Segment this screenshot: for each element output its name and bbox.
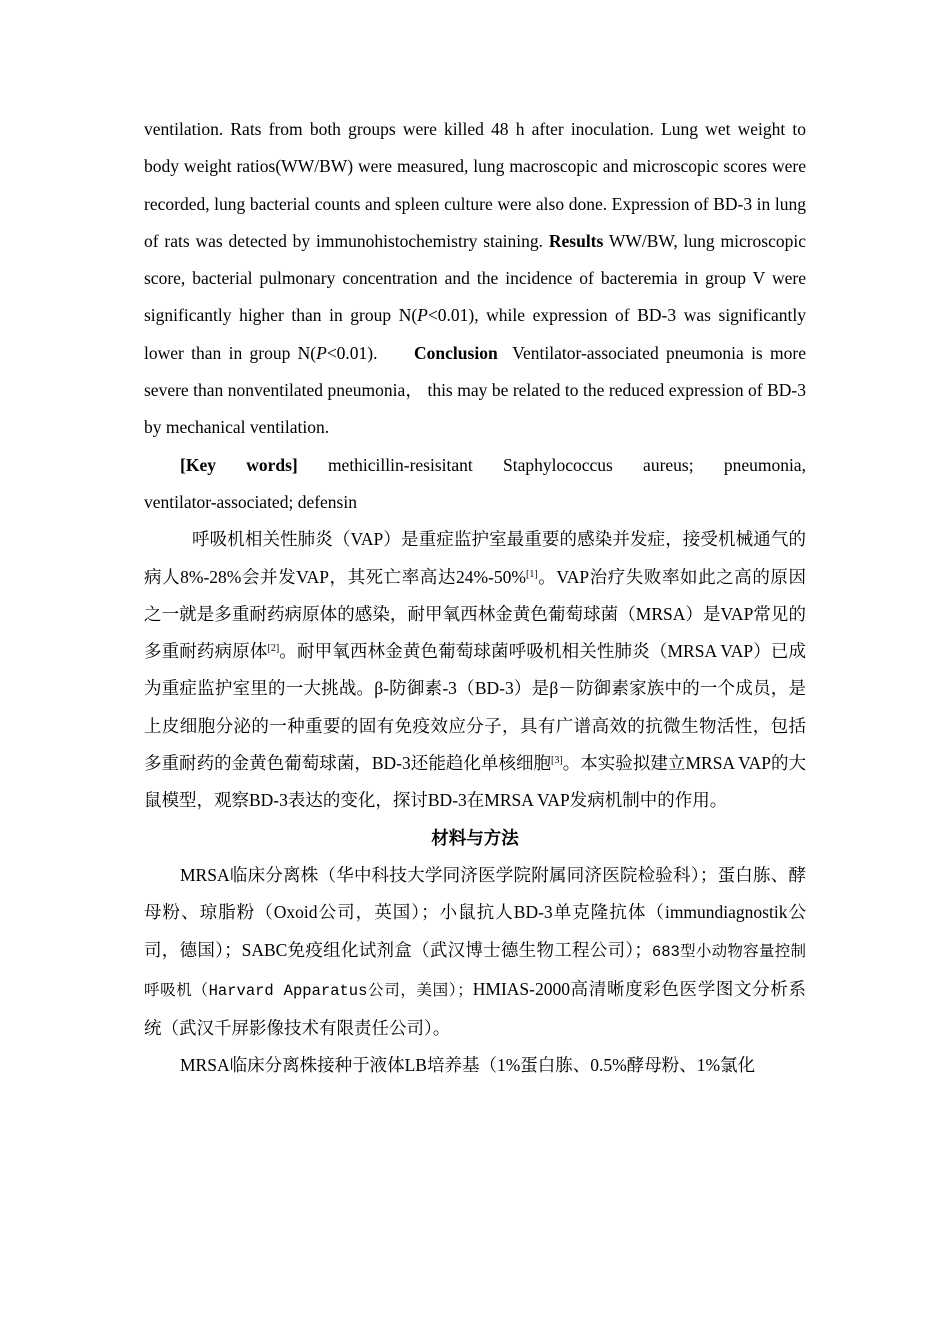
citation-1: [1] [526, 568, 538, 580]
keywords-line-2: ventilator-associated; defensin [144, 491, 357, 512]
methods-analysis-system-text: HMIAS-2000高清晰度彩色医学图文分析系统（武汉千屏影像技术有限责任公司）。 [144, 978, 806, 1039]
citation-2: [2] [267, 643, 280, 655]
section-heading-methods: 材料与方法 [431, 827, 519, 848]
conclusion-label: Conclusion [414, 342, 498, 363]
keyword-3: aureus; [643, 454, 694, 475]
intro-sentence-4: 。本实验拟建立MRSA VAP的大鼠模型，观察BD-3表达的变化，探讨BD-3在MRSA VAP发病机制中的作用。 [144, 753, 806, 811]
keywords-section [144, 447, 806, 522]
methods-ventilator-text: 683型小动物容量控制呼吸机（Harvard Apparatus公司，美国）； [144, 942, 807, 1000]
conclusion-text: Ventilator-associated pneumonia is more severe than nonventilated pneumonia， this may be related to the reduced expression of BD-3 by mechanical ventilation. [144, 342, 806, 438]
p-symbol-1: P [417, 305, 428, 326]
keyword-4: pneumonia, [723, 454, 806, 475]
intro-sentence-2: 。VAP治疗失败率如此之高的原因之一就是多重耐药病原体的感染，耐甲氧西林金黄色葡萄球菌（MRSA）是VAP常见的多重耐药病原体 [144, 566, 806, 662]
keyword-1: methicillin-resisitant [327, 454, 473, 475]
results-text-2: <0.01), while expression of BD-3 was significantly lower than in group N( [144, 305, 806, 363]
results-label: Results [548, 230, 604, 251]
keywords-line-1 [144, 447, 806, 484]
keywords-label-key: [Key [180, 454, 216, 475]
methods-paragraph-1 [144, 857, 806, 1047]
p-symbol-2: P [316, 342, 327, 363]
methods-paragraph-2: MRSA临床分离株接种于液体LB培养基（1%蛋白胨、0.5%酵母粉、1%氯化 [180, 1055, 756, 1076]
page-body [144, 111, 806, 1085]
methods-materials-text: MRSA临床分离株（华中科技大学同济医学院附属同济医院检验科）；蛋白胨、酵母粉、琼脂粉（Oxoid公司，英国）；小鼠抗人BD-3单克隆抗体（immundiagnostik公司，德国）；SABC免疫组化试剂盒（武汉博士德生物工程公司）； [144, 864, 806, 960]
intro-sentence-1: 呼吸机相关性肺炎（VAP）是重症监护室最重要的感染并发症，接受机械通气的病人8%-28%会并发VAP，其死亡率高达24%-50% [144, 529, 806, 587]
intro-paragraph [144, 521, 806, 819]
abstract-paragraph [144, 111, 806, 447]
citation-3: [3] [551, 755, 563, 767]
results-text-1: WW/BW, lung microscopic score, bacterial pulmonary concentration and the incidence of bacteremia in group V were significantly higher than in group N( [144, 230, 807, 326]
keywords-label-words: words] [246, 454, 298, 475]
results-text-3: <0.01). [326, 342, 378, 363]
intro-sentence-3: 。耐甲氧西林金黄色葡萄球菌呼吸机相关性肺炎（MRSA VAP）已成为重症监护室里的一大挑战。β-防御素-3（BD-3）是β－防御素家族中的一个成员，是上皮细胞分泌的一种重要的固有免疫效应分子，具有广谱高效的抗微生物活性，包括多重耐药的金黄色葡萄球菌，BD-3还能趋化单核细胞 [144, 641, 807, 774]
keyword-2: Staphylococcus [502, 454, 613, 475]
abstract-methods-tail: ventilation. Rats from both groups were killed 48 h after inoculation. Lung wet weight to body weight ratios(WW/BW) were measured, lung macroscopic and microscopic scores were recorded, lung bacterial counts and spleen culture were also done. Expression of BD-3 in lung of rats was detected by immunohistochemistry staining. [144, 119, 806, 251]
